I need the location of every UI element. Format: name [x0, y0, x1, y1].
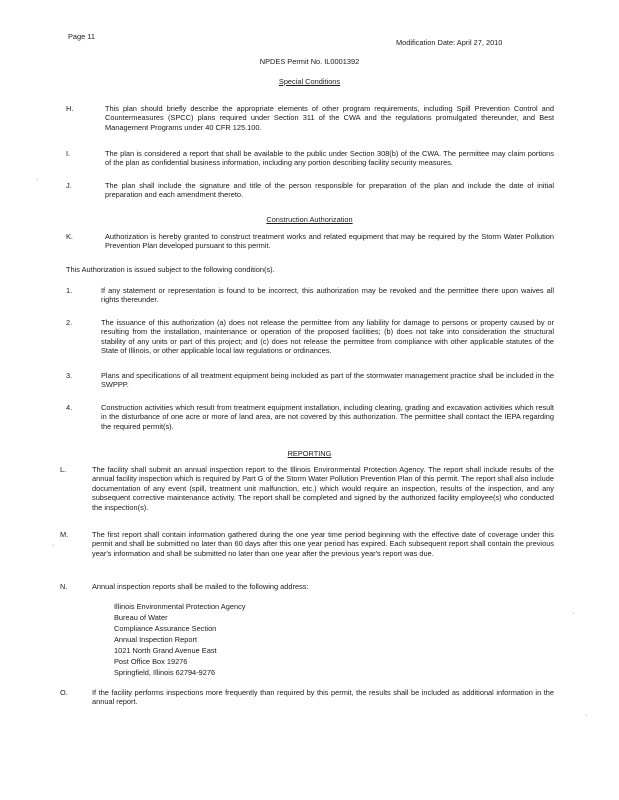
paragraph-n: Annual inspection reports shall be mailed to the following address:	[92, 582, 309, 591]
item-letter: I.	[66, 149, 71, 158]
address-line: Compliance Assurance Section	[114, 623, 217, 633]
item-letter: M.	[60, 530, 69, 539]
scan-speck: ·	[36, 176, 39, 183]
page-number: Page 11	[68, 32, 95, 41]
paragraph-l: The facility shall submit an annual inspection report to the Illinois Environmental Protection Agency. The report shall include results of the annual facility inspection which is required by Part G of the Storm Water Pollution Prevention Plan of this permit. The report shall also include documentation of any event (spill, treatment unit malfunction, etc.) which would require an inspection, results of the inspection, and any subsequent corrective maintenance activity. The report shall be completed and signed by the authorized facility employee(s) who conducted the inspection(s).	[92, 465, 554, 512]
paragraph-h: This plan should briefly describe the appropriate elements of other program requirements, including Spill Prevention Control and Countermeasures (SPCC) plans required under Section 311 of the CWA and the regulations promulgated thereunder, and Best Management Programs under 40 CFR 125.100.	[105, 104, 554, 132]
item-letter: K.	[66, 232, 73, 241]
item-letter: H.	[66, 104, 74, 113]
address-line: Bureau of Water	[114, 612, 168, 622]
condition-number: 1.	[66, 286, 73, 295]
condition-number: 3.	[66, 371, 73, 380]
address-line: Springfield, Illinois 62794-9276	[114, 667, 216, 677]
condition-number: 2.	[66, 318, 73, 327]
permit-number: NPDES Permit No. IL0001392	[259, 57, 360, 66]
condition-number: 4.	[66, 403, 73, 412]
condition-text: If any statement or representation is found to be incorrect, this authorization may be revoked and the permittee there upon waives all rights thereunder.	[101, 286, 554, 305]
paragraph-j: The plan shall include the signature and title of the person responsible for preparation of the plan and include the date of initial preparation and each amendment thereto.	[105, 181, 554, 200]
address-line: Annual Inspection Report	[114, 634, 197, 644]
item-letter: O.	[60, 688, 68, 697]
scan-speck: ·	[585, 712, 588, 719]
paragraph-k: Authorization is hereby granted to construct treatment works and related equipment that may be required by the Storm Water Pollution Prevention Plan developed pursuant to this permit.	[105, 232, 554, 251]
address-line: Illinois Environmental Protection Agency	[114, 602, 246, 611]
paragraph-i: The plan is considered a report that shall be available to the public under Section 308(b) of the CWA. The permittee may claim portions of the plan as confidential business information, including any portion describing facility security measures.	[105, 149, 554, 168]
authorization-intro: This Authorization is issued subject to the following condition(s).	[66, 265, 275, 274]
address-line: 1021 North Grand Avenue East	[114, 645, 217, 655]
scan-speck: ·	[52, 542, 55, 549]
scan-speck: ·	[572, 610, 575, 617]
condition-text: Construction activities which result from treatment equipment installation, including clearing, grading and excavation activities which result in the disturbance of one acre or more of land area, are not covered by this authorization. The permittee shall contact the IEPA regarding the required permit(s).	[101, 403, 554, 431]
item-letter: N.	[60, 582, 68, 591]
item-letter: L.	[60, 465, 67, 474]
section-title-reporting: REPORTING	[287, 449, 332, 458]
paragraph-m: The first report shall contain information gathered during the one year time period beginning with the effective date of coverage under this permit and shall be submitted no later than 60 days after this one year period has expired. Each subsequent report shall contain the previous year's information and shall be submitted no later than one year after the previous year's report was due.	[92, 530, 554, 558]
mailing-address	[114, 602, 245, 679]
condition-text: The issuance of this authorization (a) does not release the permittee from any liability for damage to persons or property caused by or resulting from the installation, maintenance or operation of the proposed facilities; (b) does not take into consideration the structural stability of any units or part of this project; and (c) does not release the permittee from compliance with other applicable statutes of the State of Illinois, or other applicable local law regulations or ordinances.	[101, 318, 554, 356]
item-letter: J.	[66, 181, 72, 190]
paragraph-o: If the facility performs inspections more frequently than required by this permit, the results shall be included as additional information in the annual report.	[92, 688, 554, 707]
condition-text: Plans and specifications of all treatment equipment being included as part of the stormwater management practice shall be included in the SWPPP.	[101, 371, 554, 390]
modification-date: Modification Date: April 27, 2010	[396, 38, 503, 47]
section-title-construction-authorization: Construction Authorization	[266, 215, 353, 224]
address-line: Post Office Box 19276	[114, 656, 188, 666]
section-title-special-conditions: Special Conditions	[278, 77, 341, 86]
